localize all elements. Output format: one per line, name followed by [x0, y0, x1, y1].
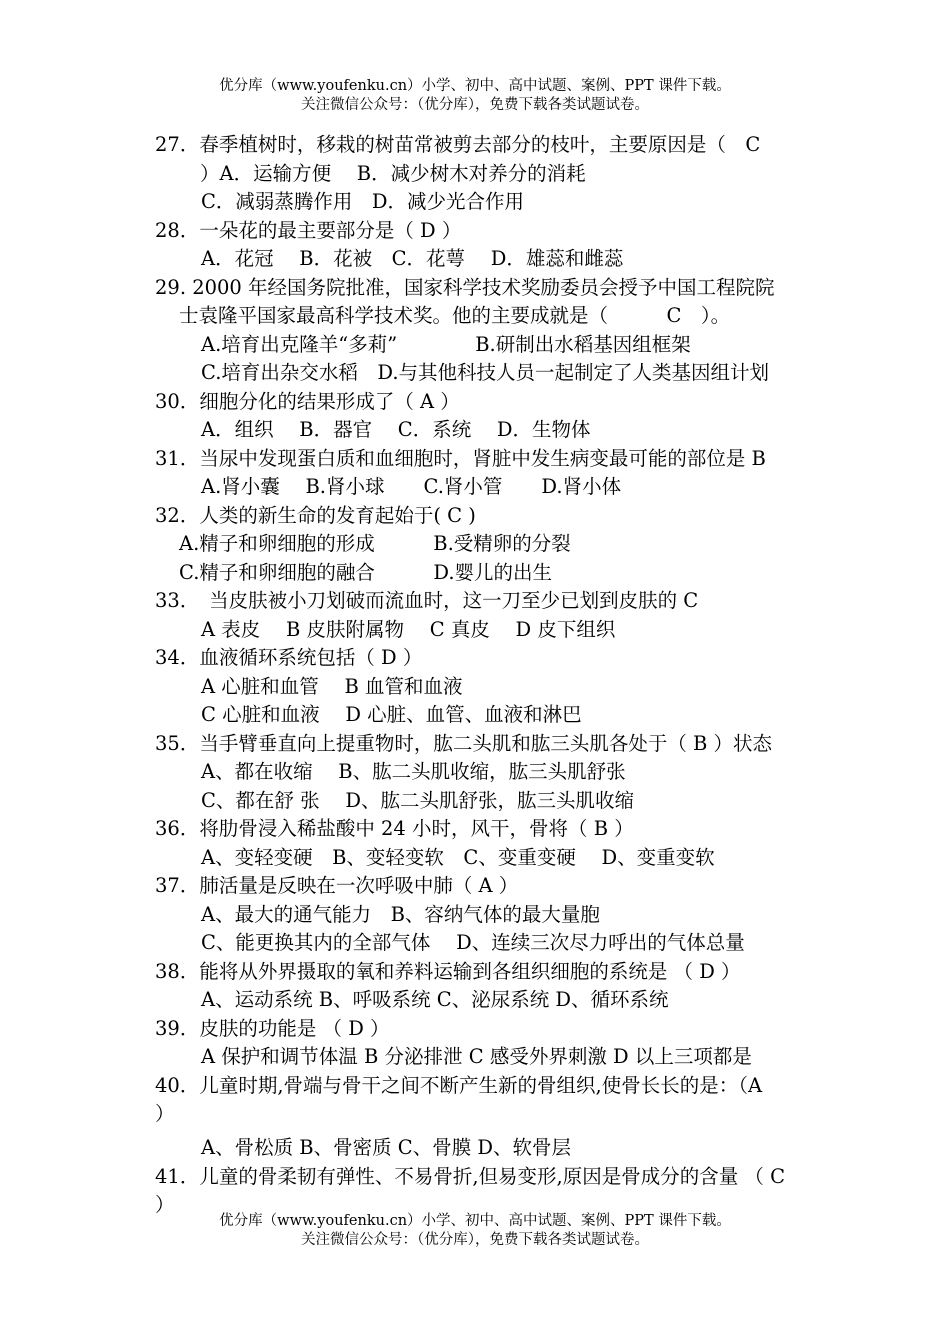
q34-options-ab: A 心脏和血管 B 血管和血液: [201, 674, 463, 698]
q40-stem: 40．儿童时期,骨端与骨干之间不断产生新的骨组织,使骨长长的是：（A: [155, 1073, 763, 1097]
q27-stem: 27．春季植树时，移栽的树苗常被剪去部分的枝叶，主要原因是（ C: [155, 133, 761, 156]
q29-stem-2: 士袁隆平国家最高科学技术奖。他的主要成就是（ C ）。: [179, 304, 731, 327]
q33-stem: 33． 当皮肤被小刀划破而流血时，这一刀至少已划到皮肤的 C: [155, 589, 699, 612]
q28-stem: 28．一朵花的最主要部分是（ D ）: [155, 218, 462, 242]
q38-options: A、运动系统 B、呼吸系统 C、泌尿系统 D、循环系统: [201, 988, 669, 1011]
q39-options: A 保护和调节体温 B 分泌排泄 C 感受外界刺激 D 以上三项都是: [201, 1045, 752, 1068]
q32-options-ab: A.精子和卵细胞的形成 B.受精卵的分裂: [179, 532, 571, 555]
q39-stem: 39．皮肤的功能是 （ D ）: [155, 1016, 390, 1040]
q34-stem: 34．血液循环系统包括（ D ）: [155, 646, 423, 669]
q29-options-ab: A.培育出克隆羊“多莉” B.研制出水稻基因组框架: [201, 332, 691, 356]
q33-options: A 表皮 B 皮肤附属物 C 真皮 D 皮下组织: [201, 617, 616, 641]
q27-options-ab: ）A．运输方便 B．减少树木对养分的消耗: [200, 161, 586, 185]
question-list: [155, 131, 855, 1220]
header-line-1: 优分库（www.youfenku.cn）小学、初中、高中试题、案例、PPT 课件下载。: [219, 78, 731, 94]
q34-options-cd: C 心脏和血液 D 心脏、血管、血液和淋巴: [201, 703, 582, 726]
footer-line-2: 关注微信公众号：（优分库），免费下载各类试题试卷。: [301, 1232, 649, 1248]
page-header: [0, 77, 950, 115]
q37-options-ab: A、最大的通气能力 B、容纳气体的最大量胞: [201, 902, 600, 926]
page-footer: [0, 1212, 950, 1250]
q36-options: A、变轻变硬 B、变轻变软 C、变重变硬 D、变重变软: [201, 845, 715, 869]
q41-stem-close: ）: [155, 1193, 175, 1216]
q38-stem: 38．能将从外界摄取的氧和养料运输到各组织细胞的系统是 （ D ）: [155, 959, 741, 983]
q31-options: A.肾小囊 B.肾小球 C.肾小管 D.肾小体: [201, 475, 622, 498]
q35-stem: 35．当手臂垂直向上提重物时，肱二头肌和肱三头肌各处于（ B ）状态: [155, 731, 773, 755]
q31-stem: 31．当尿中发现蛋白质和血细胞时，肾脏中发生病变最可能的部位是 B: [155, 446, 766, 470]
q35-options-cd: C、都在舒 张 D、肱二头肌舒张，肱三头肌收缩: [201, 788, 634, 812]
q28-options: A．花冠 B．花被 C．花萼 D．雄蕊和雌蕊: [201, 247, 624, 270]
q30-options: A．组织 B．器官 C．系统 D．生物体: [201, 418, 591, 441]
q40-options: A、骨松质 B、骨密质 C、骨膜 D、软骨层: [201, 1136, 572, 1159]
q32-stem: 32．人类的新生命的发育起始于( C ): [155, 503, 476, 527]
q41-stem: 41．儿童的骨柔韧有弹性、不易骨折,但易变形,原因是骨成分的含量 （ C: [155, 1164, 786, 1188]
q37-stem: 37．肺活量是反映在一次呼吸中肺（ A ）: [155, 874, 519, 897]
q35-options-ab: A、都在收缩 B、肱二头肌收缩，肱三头肌舒张: [201, 760, 626, 783]
q29-stem-1: 29. 2000 年经国务院批准，国家科学技术奖励委员会授予中国工程院院: [155, 275, 775, 299]
header-line-2: 关注微信公众号：（优分库），免费下载各类试题试卷。: [301, 97, 649, 113]
q30-stem: 30．细胞分化的结果形成了（ A ）: [155, 389, 460, 413]
q37-options-cd: C、能更换其内的全部气体 D、连续三次尽力呼出的气体总量: [201, 931, 745, 954]
footer-line-1: 优分库（www.youfenku.cn）小学、初中、高中试题、案例、PPT 课件下载。: [219, 1213, 731, 1229]
q29-options-cd: C.培育出杂交水稻 D.与其他科技人员一起制定了人类基因组计划: [201, 361, 770, 384]
q32-options-cd: C.精子和卵细胞的融合 D.婴儿的出生: [179, 560, 553, 584]
q36-stem: 36．将肋骨浸入稀盐酸中 24 小时，风干，骨将（ B ）: [155, 817, 634, 840]
q40-stem-close: ）: [155, 1102, 175, 1125]
q27-options-cd: C．减弱蒸腾作用 D．减少光合作用: [201, 190, 525, 213]
